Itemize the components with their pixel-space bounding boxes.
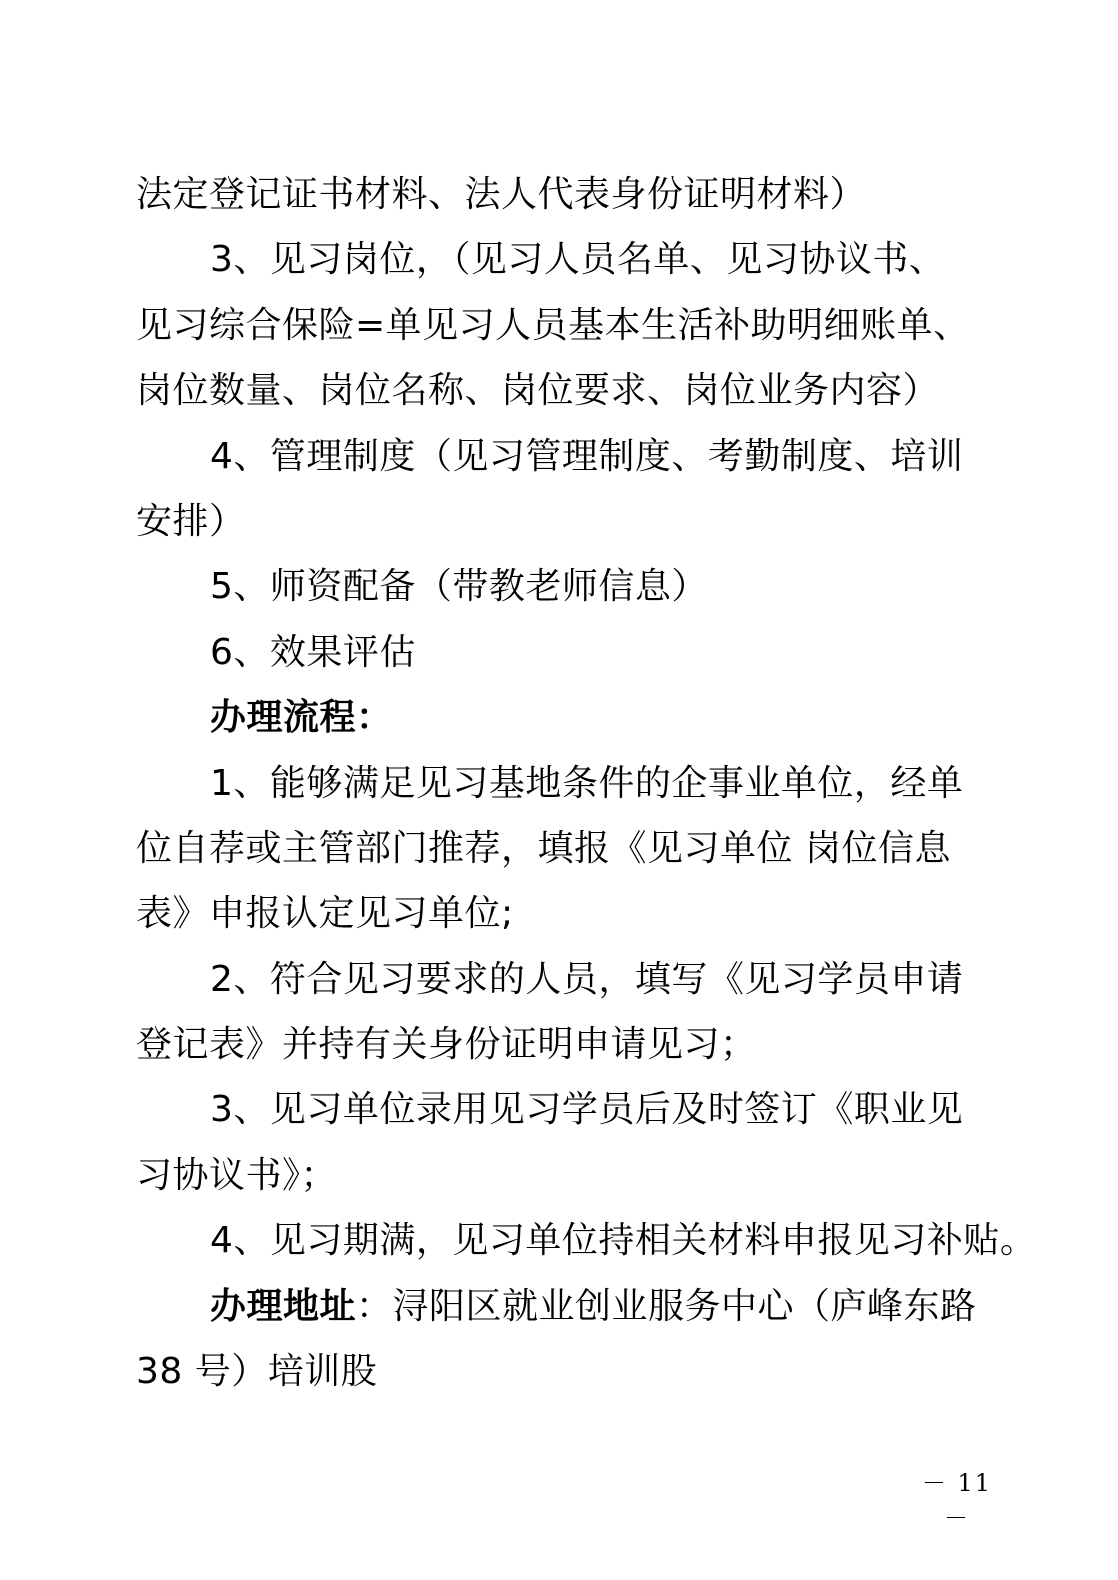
text-line: 2、符合见习要求的人员，填写《见习学员申请	[210, 958, 964, 1000]
text-line: 见习综合保险=单见习人员基本生活补助明细账单、	[136, 304, 970, 346]
text-line: 3、见习岗位，（见习人员名单、见习协议书、	[210, 239, 946, 281]
text-line: 法定登记证书材料、法人代表身份证明材料）	[136, 174, 867, 215]
text-line: 登记表》并持有关身份证明申请见习；	[136, 1024, 757, 1066]
text-line: 表》申报认定见习单位;	[136, 893, 514, 935]
address-line-continued: 38 号）培训股	[136, 1351, 378, 1393]
address-colon: ：	[356, 1285, 393, 1327]
address-line	[136, 1274, 996, 1339]
text-line: 1、能够满足见习基地条件的企事业单位，经单	[210, 762, 964, 804]
text-line: 4、见习期满，见习单位持相关材料申报见习补贴。	[210, 1220, 1037, 1262]
section-heading: 办理流程：	[210, 697, 393, 739]
document-body	[136, 162, 1037, 1404]
text-line: 安排）	[136, 500, 246, 542]
text-line: 岗位数量、岗位名称、岗位要求、岗位业务内容）	[136, 370, 940, 412]
address-label: 办理地址	[210, 1285, 357, 1327]
address-text: 浔阳区就业创业服务中心（庐峰东路	[392, 1285, 977, 1327]
text-line: 5、师资配备（带教老师信息）	[210, 566, 708, 608]
text-line: 6、效果评估	[210, 631, 416, 673]
page-number: － 11 －	[921, 1469, 993, 1532]
text-line: 位自荐或主管部门推荐，填报《见习单位 岗位信息	[136, 827, 951, 869]
text-line: 3、见习单位录用见习学员后及时签订《职业见	[210, 1089, 964, 1131]
text-line: 4、管理制度（见习管理制度、考勤制度、培训	[210, 435, 964, 477]
text-line: 习协议书》；	[136, 1154, 338, 1196]
